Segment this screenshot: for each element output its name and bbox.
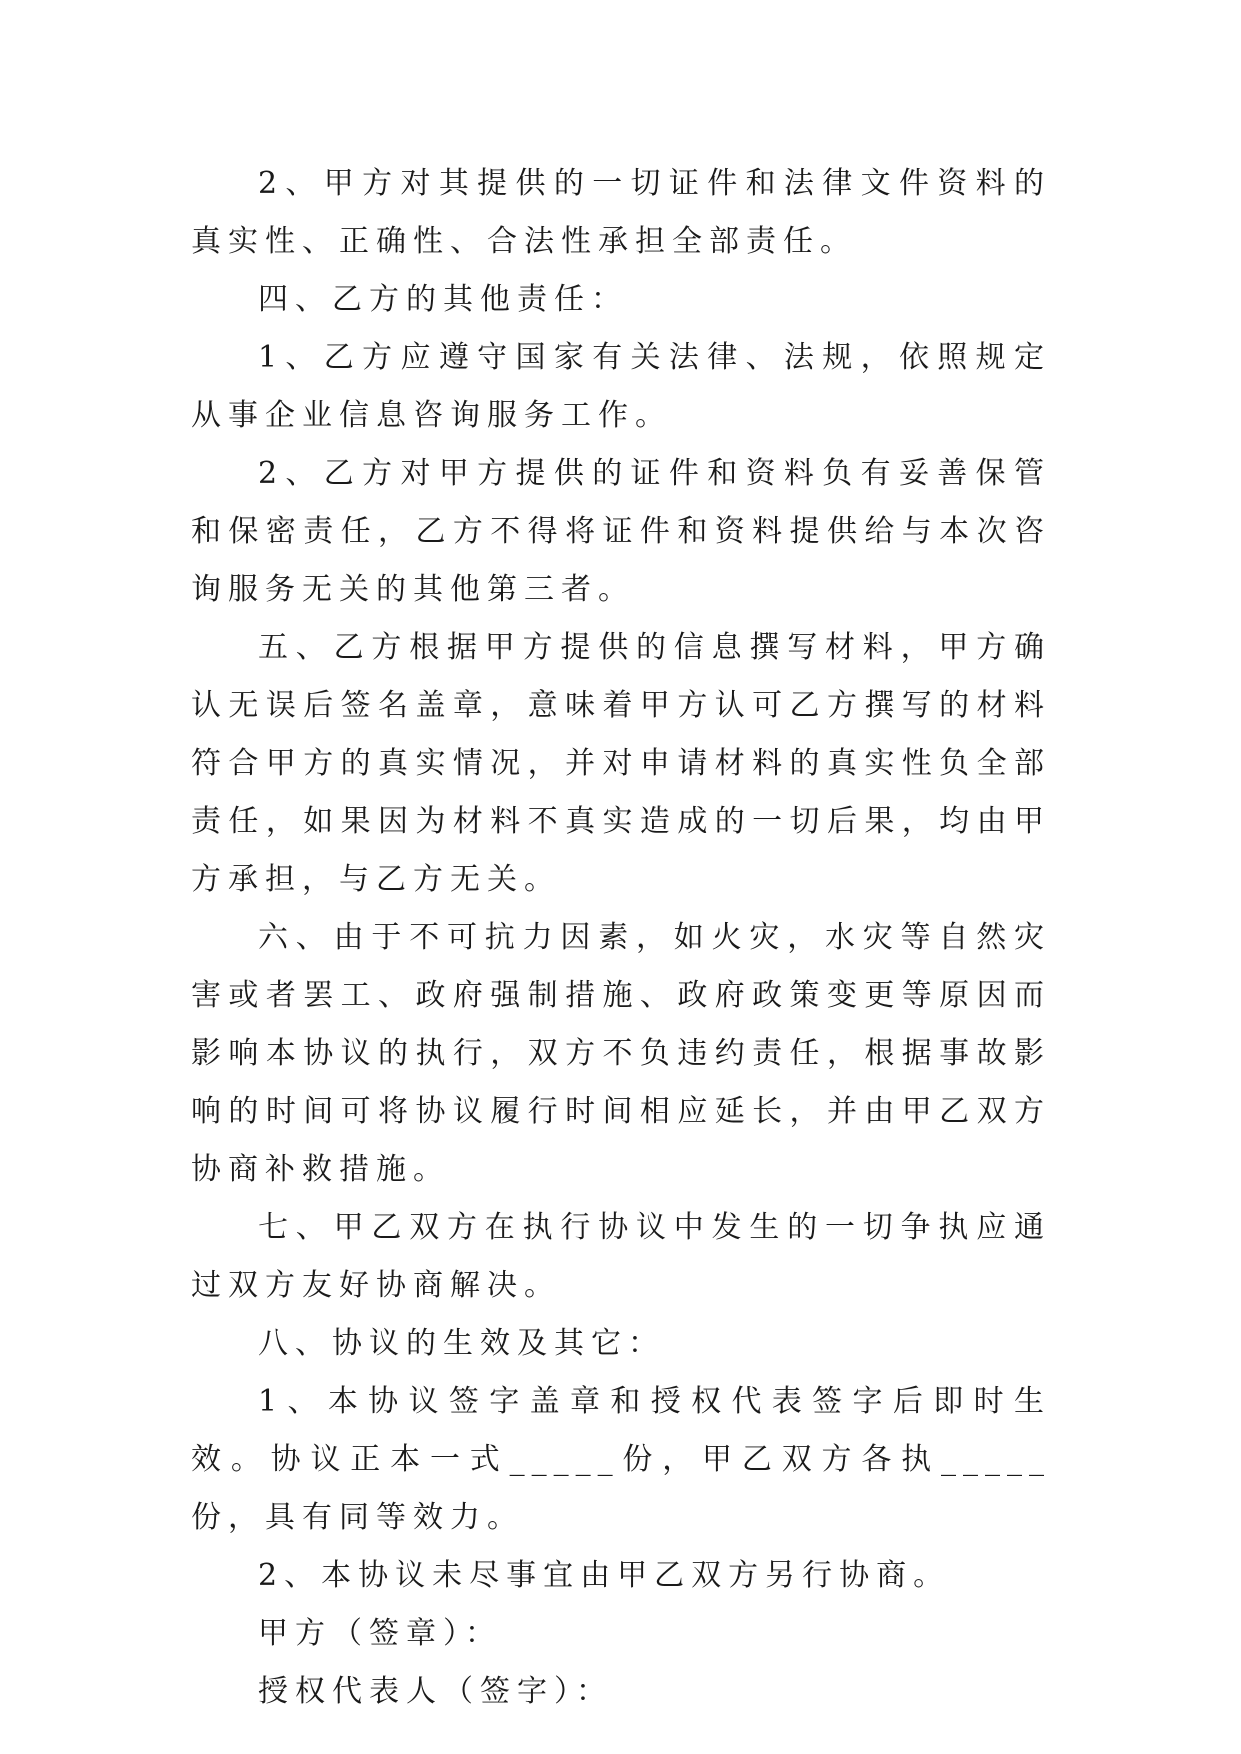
paragraph-party-b-comply-law: 1、乙方应遵守国家有关法律、法规，依照规定从事企业信息咨询服务工作。 — [191, 340, 1051, 433]
paragraph-party-b-confidentiality: 2、乙方对甲方提供的证件和资料负有妥善保管和保密责任，乙方不得将证件和资料提供给与本次咨询服务无关的其他第三者。 — [191, 456, 1051, 607]
document-body — [191, 155, 1051, 1721]
paragraph-clause-seven-disputes: 七、甲乙双方在执行协议中发生的一切争执应通过双方友好协商解决。 — [191, 1210, 1051, 1303]
signature-line-party-a: 甲方（签章）： — [258, 1616, 502, 1651]
paragraph-clause-six-force-majeure: 六、由于不可抗力因素，如火灾，水灾等自然灾害或者罢工、政府强制措施、政府政策变更等原因而影响本协议的执行，双方不负违约责任，根据事故影响的时间可将协议履行时间相应延长，并由甲乙双方协商补救措施。 — [191, 920, 1051, 1187]
signature-line-authorized-rep: 授权代表人（签字）： — [258, 1674, 613, 1709]
heading-clause-eight-effectiveness: 八、协议的生效及其它： — [258, 1326, 665, 1361]
heading-party-b-other-responsibilities: 四、乙方的其他责任： — [258, 282, 628, 317]
paragraph-other-matters: 2、本协议未尽事宜由甲乙双方另行协商。 — [258, 1558, 951, 1593]
paragraph-effectiveness-copies: 1、本协议签字盖章和授权代表签字后即时生效。协议正本一式_____份，甲乙双方各执_____份，具有同等效力。 — [191, 1384, 1051, 1535]
paragraph-party-a-docs-responsibility: 2、甲方对其提供的一切证件和法律文件资料的真实性、正确性、合法性承担全部责任。 — [191, 166, 1051, 259]
paragraph-clause-five: 五、乙方根据甲方提供的信息撰写材料，甲方确认无误后签名盖章，意味着甲方认可乙方撰写的材料符合甲方的真实情况，并对申请材料的真实性负全部责任，如果因为材料不真实造成的一切后果，均由甲方承担，与乙方无关。 — [191, 630, 1051, 897]
